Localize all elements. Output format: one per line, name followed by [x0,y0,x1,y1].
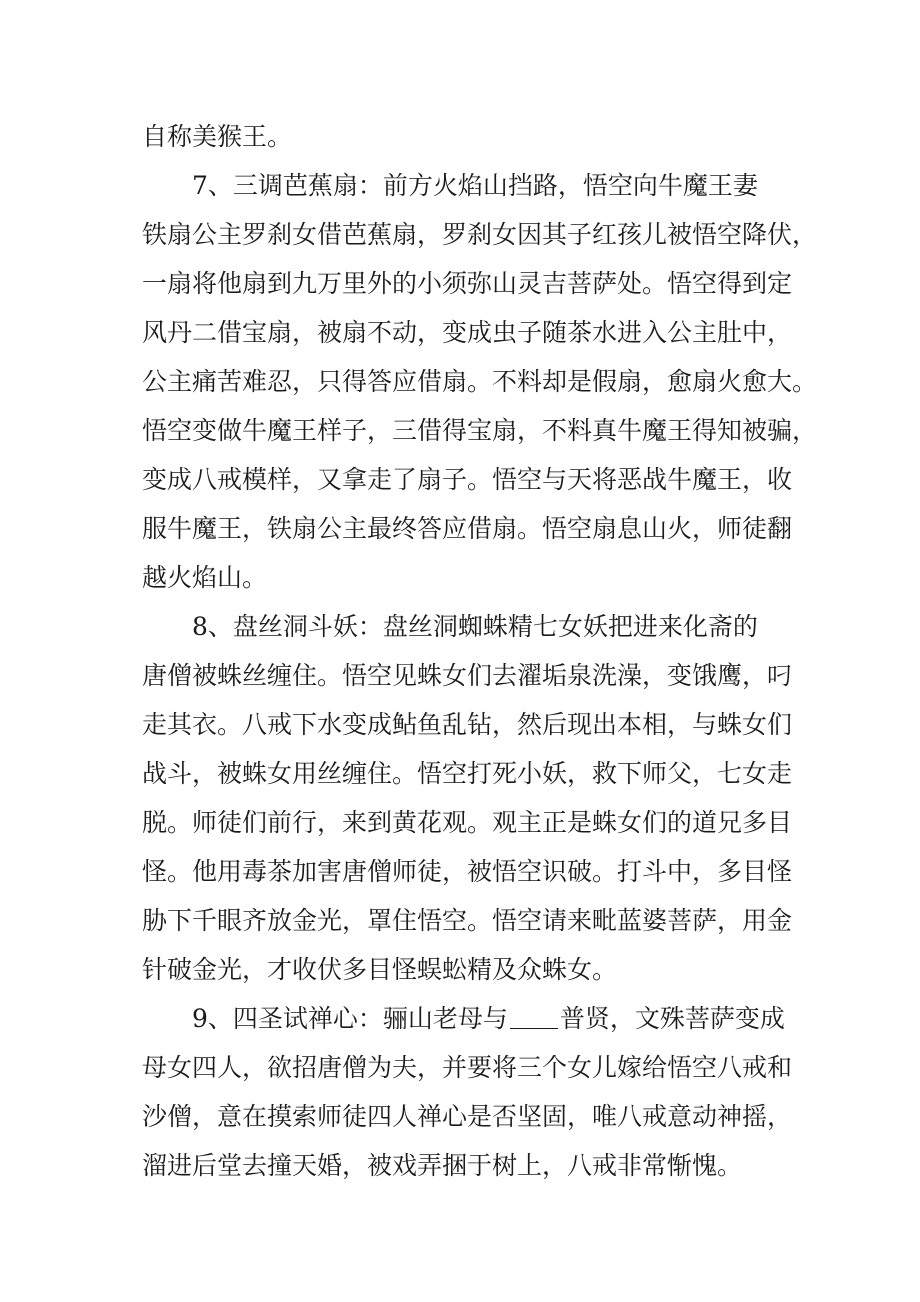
paragraph-9-text-before-blank: 9、四圣试禅心：骊山老母与 [192,1004,508,1033]
text-line-4: 一扇将他扇到九万里外的小须弥山灵吉菩萨处。悟空得到定 [142,269,793,298]
text-line-9: 服牛魔王，铁扇公主最终答应借扇。悟空扇息山火，师徒翻 [142,514,793,543]
paragraph-7-first-line: 7、三调芭蕉扇：前方火焰山挡路，悟空向牛魔王妻 [192,171,758,200]
text-line-15: 脱。师徒们前行，来到黄花观。观主正是蛛女们的道兄多目 [142,808,793,837]
text-line-16: 怪。他用毒茶加害唐僧师徒，被悟空识破。打斗中，多目怪 [142,857,793,886]
text-line-12: 唐僧被蛛丝缠住。悟空见蛛女们去濯垢泉洗澡，变饿鹰，叼 [142,661,793,690]
paragraph-9-text-after-blank: 普贤，文殊菩萨变成 [559,1004,785,1033]
text-line-3: 铁扇公主罗刹女借芭蕉扇，罗刹女因其子红孩儿被悟空降伏， [142,220,818,249]
text-line-7: 悟空变做牛魔王样子，三借得宝扇，不料真牛魔王得知被骗， [142,416,818,445]
text-line-1: 自称美猴王。 [142,122,293,151]
text-line-17: 胁下千眼齐放金光，罩住悟空。悟空请来毗蓝婆菩萨，用金 [142,906,793,935]
text-line-21: 沙僧，意在摸索师徒四人禅心是否坚固，唯八戒意动神摇， [142,1102,793,1131]
text-line-14: 战斗，被蛛女用丝缠住。悟空打死小妖，救下师父，七女走 [142,759,793,788]
text-line-10: 越火焰山。 [142,563,268,592]
text-line-6: 公主痛苦难忍，只得答应借扇。不料却是假扇，愈扇火愈大。 [142,367,818,396]
paragraph-8-first-line: 8、盘丝洞斗妖：盘丝洞蜘蛛精七女妖把进来化斋的 [192,612,758,641]
paragraph-9-first-line [192,999,812,1039]
text-line-8: 变成八戒模样，又拿走了扇子。悟空与天将恶战牛魔王，收 [142,465,793,494]
text-line-5: 风丹二借宝扇，被扇不动，变成虫子随茶水进入公主肚中， [142,318,793,347]
fill-in-blank [510,1004,558,1029]
text-line-13: 走其衣。八戒下水变成鲇鱼乱钻，然后现出本相，与蛛女们 [142,710,793,739]
text-line-18: 针破金光，才收伏多目怪蜈蚣精及众蛛女。 [142,955,618,984]
text-line-22: 溜进后堂去撞天婚，被戏弄捆于树上，八戒非常惭愧。 [142,1151,743,1180]
text-line-20: 母女四人，欲招唐僧为夫，并要将三个女儿嫁给悟空八戒和 [142,1053,793,1082]
